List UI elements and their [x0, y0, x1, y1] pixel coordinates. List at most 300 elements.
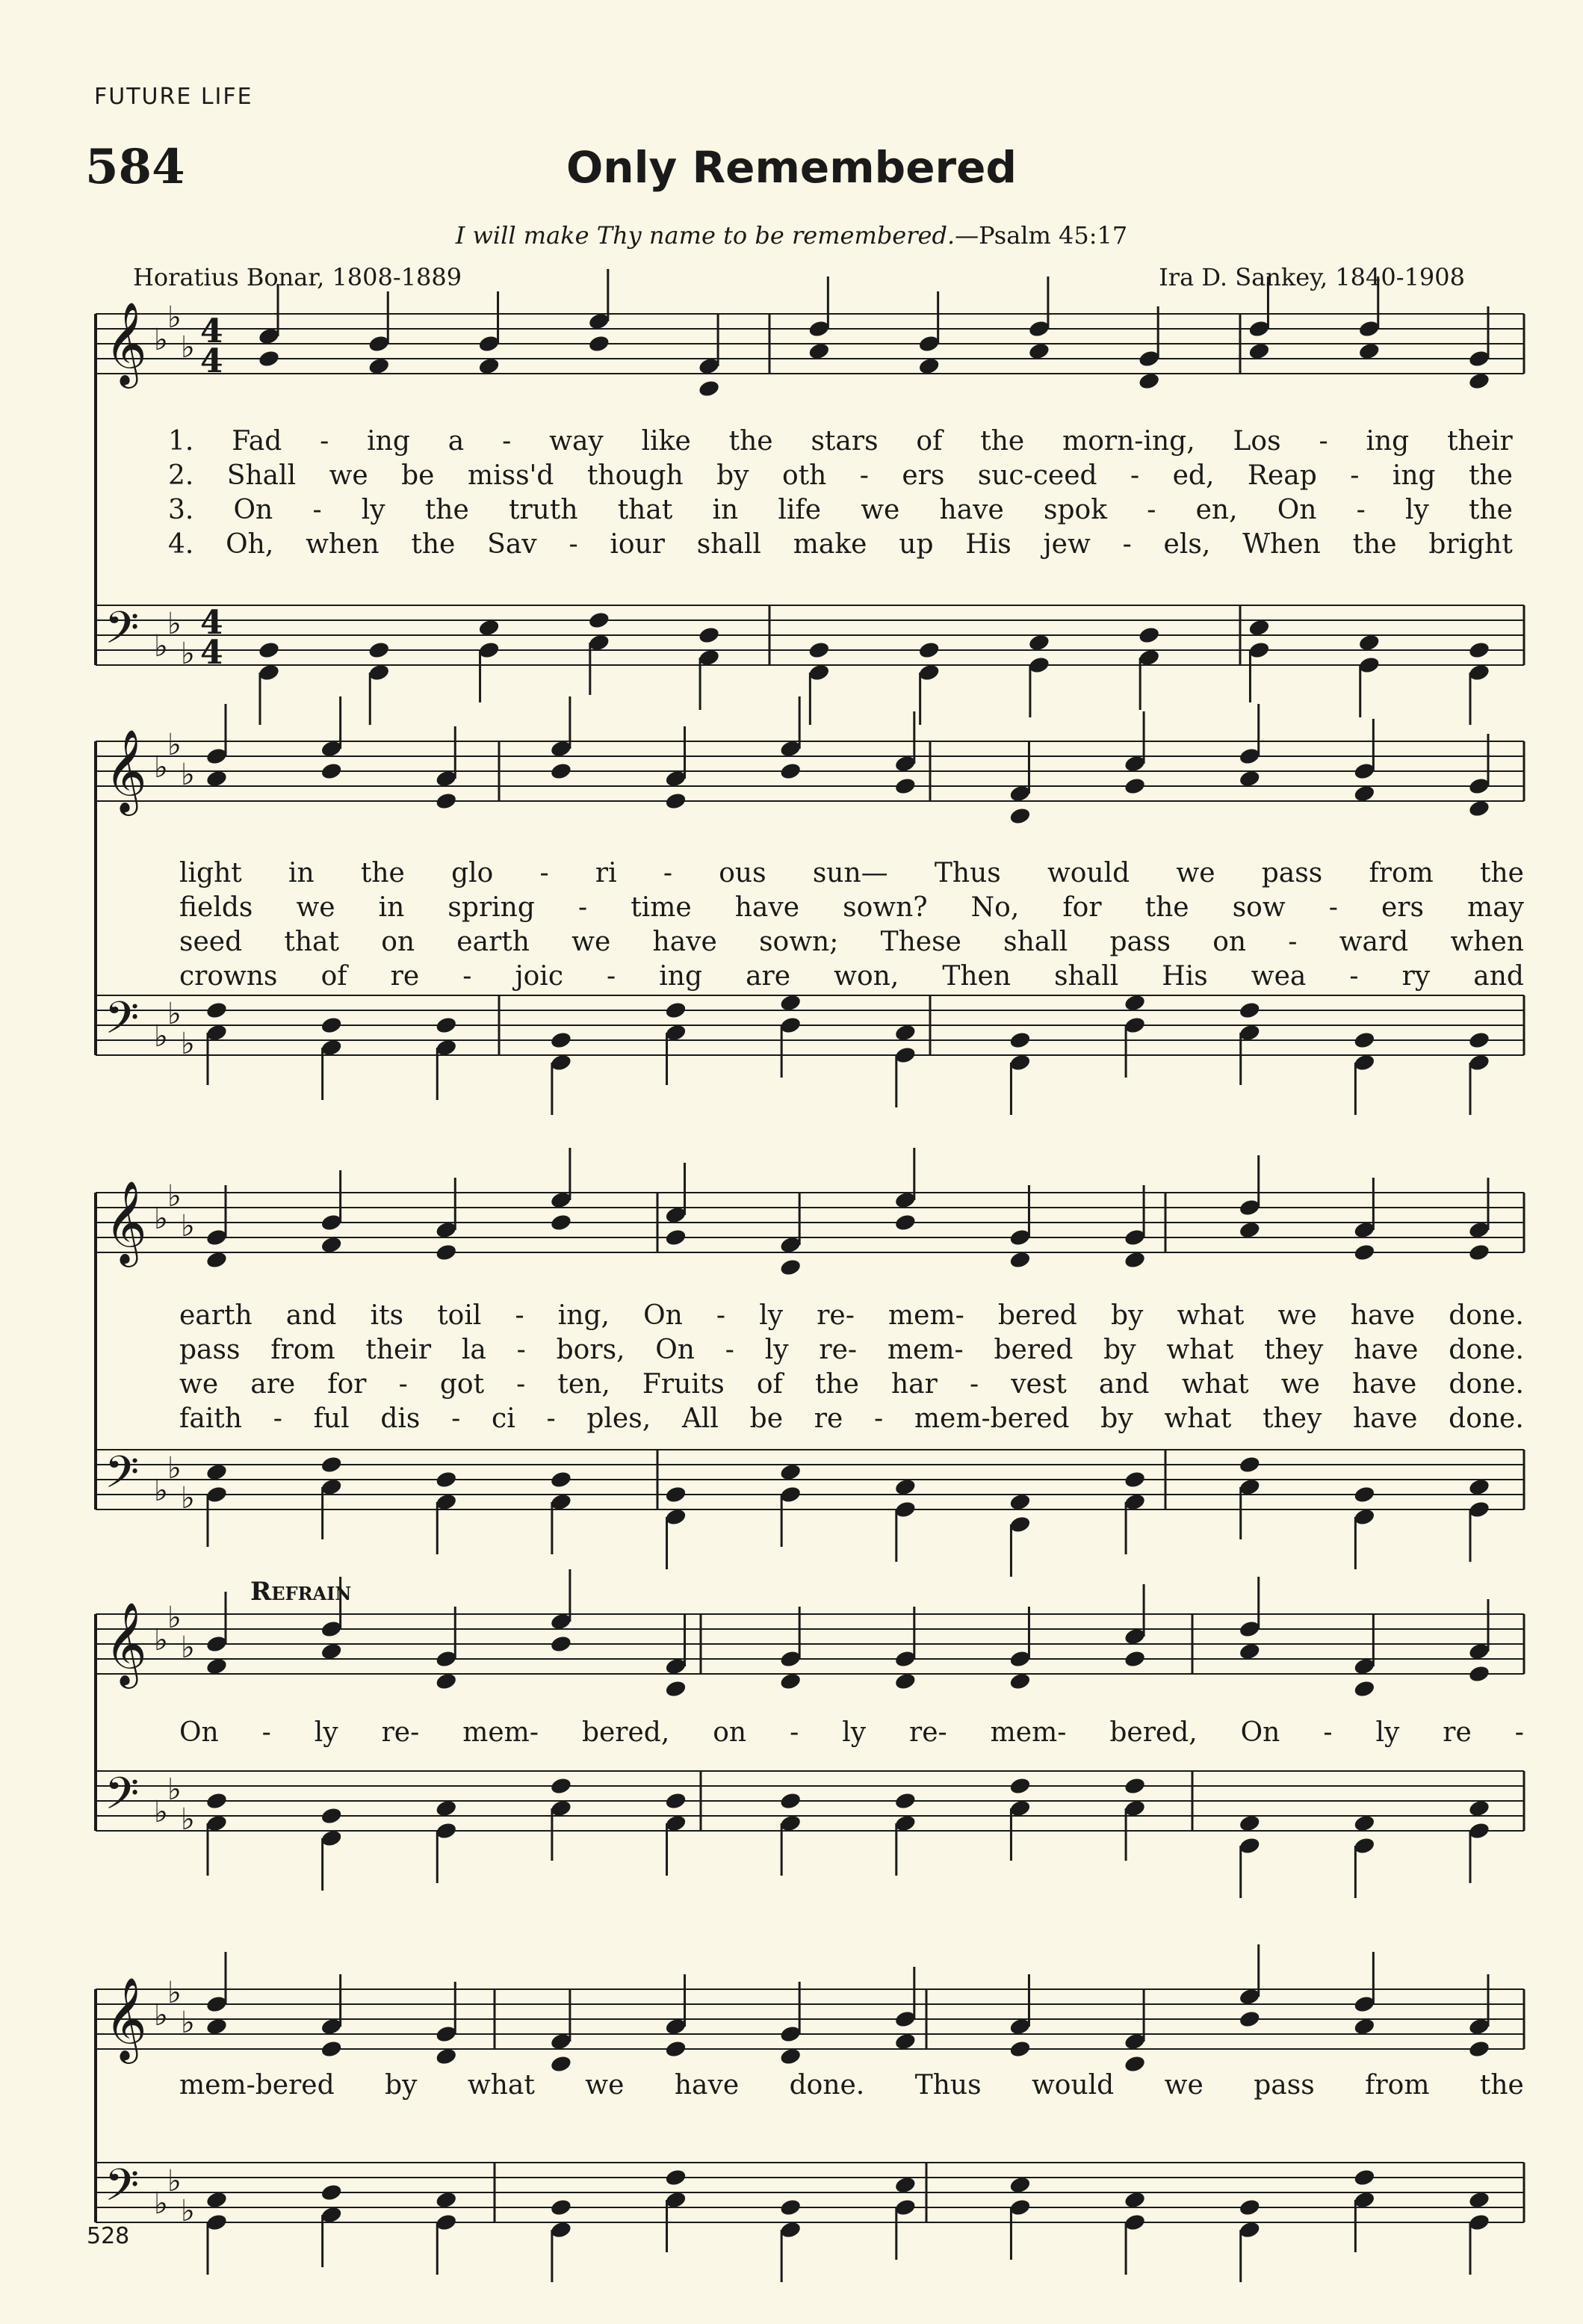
lyric-syllable: by	[385, 2070, 418, 2101]
treble-clef: 𝄞	[105, 729, 147, 812]
lyric-syllable: stars	[811, 426, 879, 457]
lyric-syllable: bors,	[556, 1335, 625, 1365]
lyric-syllable: suc-ceed	[977, 460, 1097, 491]
lyric-line	[168, 529, 1513, 560]
lyric-syllable: we	[179, 1369, 219, 1400]
lyric-syllable: -	[502, 426, 512, 457]
lyric-syllable: morn-ing,	[1062, 426, 1195, 457]
lyric-syllable: and	[1473, 961, 1524, 992]
note-head	[779, 1258, 802, 1277]
flat-sign: ♭	[167, 1179, 182, 1214]
lyric-syllable: re-	[381, 1717, 420, 1748]
note-head	[664, 1485, 687, 1504]
lyric-syllable: Oh,	[226, 529, 274, 560]
flat-sign: ♭	[154, 1998, 168, 2033]
lyric-syllable: -	[1328, 892, 1338, 923]
lyric-syllable: ing	[1366, 426, 1410, 457]
lyric-syllable: they	[1264, 1335, 1324, 1365]
lyric-syllable: -	[261, 1717, 271, 1748]
note-head	[205, 1791, 229, 1811]
lyric-syllable: Fad	[232, 426, 282, 457]
lyric-syllable: may	[1467, 892, 1524, 923]
lyric-syllable: we	[1176, 858, 1215, 889]
lyric-syllable: be	[749, 1403, 784, 1434]
lyric-syllable: ers	[902, 460, 945, 491]
note-head	[320, 2039, 343, 2059]
flat-sign: ♭	[154, 323, 168, 357]
note-head	[1124, 776, 1147, 796]
lyric-syllable: Thus	[914, 2070, 982, 2101]
lyric-syllable: shall	[696, 529, 761, 560]
lyric-syllable: pass	[179, 1335, 241, 1365]
lyric-line	[168, 460, 1513, 491]
section-heading: FUTURE LIFE	[94, 84, 253, 110]
flat-sign: ♭	[154, 1202, 168, 1236]
lyric-syllable: like	[641, 426, 691, 457]
lyric-syllable: make	[793, 529, 867, 560]
lyric-syllable: would	[1047, 858, 1130, 889]
lyric-syllable: ly	[842, 1717, 867, 1748]
lyric-syllable: spok	[1044, 495, 1108, 525]
lyric-syllable: No,	[970, 892, 1020, 923]
lyric-syllable: done.	[1449, 1403, 1524, 1434]
lyric-syllable: pass	[1109, 927, 1171, 957]
lyric-syllable: ful	[313, 1403, 350, 1434]
lyric-syllable: when	[1450, 927, 1524, 957]
note-head	[1238, 2009, 1261, 2029]
page-number: 528	[87, 2223, 130, 2249]
lyric-line	[179, 1403, 1524, 1434]
lyric-syllable: are	[250, 1369, 296, 1400]
note-head	[550, 1213, 573, 1232]
note-head	[1468, 1030, 1491, 1050]
lyric-syllable: His	[965, 529, 1012, 560]
hymn-number: 584	[85, 139, 185, 195]
note-head	[1238, 1455, 1261, 1474]
flat-sign: ♭	[181, 637, 195, 671]
time-signature: 4	[200, 634, 223, 672]
lyric-syllable: ing,	[557, 1300, 610, 1331]
note-head	[779, 2198, 802, 2217]
bass-clef: 𝄢	[105, 992, 140, 1054]
note-head	[1468, 640, 1491, 660]
flat-sign: ♭	[167, 728, 182, 762]
flat-sign: ♭	[154, 1019, 168, 1054]
lyric-syllable: ten,	[557, 1369, 610, 1400]
lyric-syllable: -	[546, 1403, 556, 1434]
flat-sign: ♭	[154, 1474, 168, 1508]
lyric-syllable: -	[1350, 460, 1360, 491]
note-head	[917, 640, 941, 660]
lyric-syllable: wea	[1251, 961, 1307, 992]
lyric-syllable: its	[370, 1300, 404, 1331]
lyric-syllable: that	[617, 495, 673, 525]
lyric-syllable: have	[652, 927, 717, 957]
lyric-syllable: seed	[179, 927, 243, 957]
lyric-syllable: mem-bered	[914, 1403, 1070, 1434]
flat-sign: ♭	[154, 1623, 168, 1657]
note-head	[368, 640, 391, 660]
lyric-syllable: ing	[367, 426, 410, 457]
note-head	[435, 1470, 458, 1489]
lyric-syllable: in	[288, 858, 315, 889]
note-head	[1468, 1664, 1491, 1684]
lyric-syllable: dis	[380, 1403, 421, 1434]
lyric-syllable: -	[451, 1403, 461, 1434]
lyric-syllable: on	[713, 1717, 747, 1748]
lyric-syllable: On	[1240, 1717, 1280, 1748]
lyric-syllable: bered,	[1109, 1717, 1198, 1748]
lyric-syllable: of	[916, 426, 943, 457]
lyric-syllable: sown;	[759, 927, 839, 957]
note-head	[1009, 2039, 1032, 2059]
note-head	[664, 2039, 687, 2059]
lyric-syllable: have	[734, 892, 800, 923]
lyric-line	[179, 961, 1524, 992]
note-head	[320, 1455, 343, 1474]
note-head	[1238, 2198, 1261, 2217]
lyric-syllable: have	[1350, 1300, 1416, 1331]
lyric-line	[179, 2070, 1524, 2101]
lyric-syllable: on	[381, 927, 415, 957]
lyric-syllable: ing	[1392, 460, 1436, 491]
lyric-syllable: by	[716, 460, 749, 491]
lyric-syllable: done.	[1449, 1300, 1524, 1331]
epigraph-reference: —Psalm 45:17	[955, 221, 1128, 250]
lyric-syllable: done.	[1449, 1335, 1524, 1365]
lyric-syllable: the	[980, 426, 1025, 457]
lyric-syllable: in	[378, 892, 405, 923]
lyric-syllable: -	[716, 1300, 726, 1331]
lyric-syllable: fields	[179, 892, 253, 923]
lyric-syllable: Then	[942, 961, 1012, 992]
lyric-syllable: done.	[1449, 1369, 1524, 1400]
note-head	[550, 1030, 573, 1050]
lyric-syllable: up	[899, 529, 934, 560]
lyric-syllable: -	[1319, 426, 1328, 457]
lyric-syllable: oth	[781, 460, 827, 491]
lyric-syllable: On	[1277, 495, 1317, 525]
lyric-syllable: a	[447, 426, 465, 457]
lyric-line	[179, 1369, 1524, 1400]
note-head	[664, 1228, 687, 1247]
note-head	[894, 776, 917, 796]
lyric-syllable: These	[880, 927, 961, 957]
lyric-syllable: we	[1277, 1300, 1317, 1331]
lyric-syllable: On	[643, 1300, 683, 1331]
treble-clef: 𝄞	[105, 301, 147, 385]
lyric-syllable: la	[461, 1335, 486, 1365]
lyric-syllable: joic	[515, 961, 563, 992]
lyric-syllable: mem-	[990, 1717, 1067, 1748]
note-head	[664, 1001, 687, 1020]
lyric-syllable: ples,	[586, 1403, 651, 1434]
lyric-syllable: earth	[456, 927, 530, 957]
lyric-syllable: -	[1147, 495, 1156, 525]
flat-sign: ♭	[167, 1773, 182, 1807]
lyric-syllable: -	[516, 1369, 526, 1400]
lyric-syllable: -	[725, 1335, 734, 1365]
lyric-syllable: in	[712, 495, 739, 525]
bass-clef: 𝄢	[105, 2159, 140, 2222]
lyric-syllable: -	[462, 961, 472, 992]
lyric-syllable: ry	[1401, 961, 1431, 992]
lyric-syllable: shall	[1003, 927, 1068, 957]
flat-sign: ♭	[181, 1027, 195, 1061]
lyric-syllable: shall	[1054, 961, 1119, 992]
lyric-line	[179, 1335, 1524, 1365]
lyric-syllable: ly	[1404, 495, 1429, 525]
lyric-syllable: ous	[719, 858, 766, 889]
time-signature: 4	[200, 312, 223, 350]
lyric-syllable: ly	[764, 1335, 789, 1365]
lyric-syllable: -	[1514, 1717, 1524, 1748]
flat-sign: ♭	[167, 997, 182, 1031]
lyric-syllable: we	[1164, 2070, 1203, 2101]
lyric-syllable: har	[891, 1369, 938, 1400]
lyric-syllable: re-	[817, 1300, 855, 1331]
lyric-syllable: -	[320, 426, 329, 457]
lyric-syllable: have	[674, 2070, 740, 2101]
lyric-syllable: ing	[659, 961, 703, 992]
treble-clef: 𝄞	[105, 1601, 147, 1685]
lyric-syllable: mem-	[462, 1717, 539, 1748]
lyric-syllable: miss'd	[467, 460, 554, 491]
lyric-syllable: ri	[595, 858, 617, 889]
lyric-syllable: ward	[1339, 927, 1409, 957]
lyric-syllable: 4.	[168, 529, 194, 560]
lyric-syllable: -	[516, 1335, 526, 1365]
note-head	[698, 625, 721, 645]
flat-sign: ♭	[167, 1601, 182, 1635]
lyric-syllable: -	[1356, 495, 1366, 525]
lyric-syllable: glo	[451, 858, 494, 889]
lyric-syllable: the	[360, 858, 405, 889]
note-head	[435, 1016, 458, 1035]
note-head	[1353, 1243, 1376, 1262]
note-head	[664, 791, 687, 811]
lyric-syllable: we	[571, 927, 611, 957]
bass-clef: 𝄢	[105, 1767, 140, 1830]
flat-sign: ♭	[154, 2187, 168, 2221]
lyric-syllable: and	[1098, 1369, 1150, 1400]
lyric-syllable: On	[655, 1335, 695, 1365]
note-head	[1124, 1470, 1147, 1489]
note-head	[664, 1791, 687, 1811]
lyric-syllable: -	[398, 1369, 408, 1400]
lyric-syllable: crowns	[179, 961, 278, 992]
lyric-syllable: ed,	[1172, 460, 1215, 491]
lyric-syllable: -	[607, 961, 616, 992]
lyric-line	[179, 927, 1524, 957]
note-head	[550, 1776, 573, 1796]
lyric-syllable: we	[861, 495, 900, 525]
lyric-syllable: -	[1349, 961, 1359, 992]
lyric-syllable: life	[778, 495, 822, 525]
lyric-syllable: of	[320, 961, 347, 992]
note-head	[205, 1001, 229, 1020]
flat-sign: ♭	[154, 1795, 168, 1829]
lyric-syllable: Fruits	[642, 1369, 725, 1400]
lyric-syllable: ers	[1381, 892, 1424, 923]
lyric-syllable: On	[179, 1717, 219, 1748]
lyric-syllable: -	[859, 460, 869, 491]
note-head	[1124, 1776, 1147, 1796]
lyric-syllable: On	[233, 495, 273, 525]
lyric-syllable: for	[1062, 892, 1102, 923]
flat-sign: ♭	[181, 330, 195, 365]
lyric-syllable: from	[270, 1335, 335, 1365]
lyric-syllable: faith	[179, 1403, 242, 1434]
flat-sign: ♭	[167, 1976, 182, 2010]
lyric-syllable: ly	[759, 1300, 784, 1331]
lyric-syllable: for	[327, 1369, 367, 1400]
lyric-syllable: that	[284, 927, 339, 957]
lyric-syllable: -	[790, 1717, 799, 1748]
lyric-syllable: got	[439, 1369, 485, 1400]
time-signature: 4	[200, 342, 223, 380]
lyric-syllable: spring	[447, 892, 535, 923]
lyric-syllable: -	[874, 1403, 884, 1434]
note-head	[320, 2183, 343, 2202]
note-head	[1124, 1649, 1147, 1669]
flat-sign: ♭	[181, 1481, 195, 1515]
lyric-syllable: the	[1469, 495, 1513, 525]
lyric-syllable: sow	[1232, 892, 1286, 923]
note-head	[1353, 1485, 1376, 1504]
note-head	[320, 1806, 343, 1826]
lyric-syllable: Sav	[487, 529, 537, 560]
lyric-syllable: have	[1351, 1369, 1417, 1400]
lyric-syllable: the	[1352, 529, 1397, 560]
flat-sign: ♭	[154, 750, 168, 785]
lyric-syllable: pass	[1254, 2070, 1315, 2101]
flat-sign: ♭	[181, 1209, 195, 1243]
lyric-syllable: won,	[834, 961, 899, 992]
note-head	[550, 2198, 573, 2217]
lyric-syllable: els,	[1163, 529, 1211, 560]
lyric-syllable: the	[1479, 2070, 1524, 2101]
lyric-syllable: would	[1031, 2070, 1115, 2101]
lyric-syllable: sown?	[843, 892, 928, 923]
note-head	[1138, 625, 1161, 645]
flat-sign: ♭	[181, 1802, 195, 1837]
note-head	[779, 761, 802, 781]
lyric-syllable: Los	[1233, 426, 1281, 457]
lyric-syllable: we	[1280, 1369, 1320, 1400]
note-head	[1353, 1030, 1376, 1050]
lyric-syllable: -	[515, 1300, 524, 1331]
lyric-syllable: of	[756, 1369, 783, 1400]
lyric-syllable: When	[1242, 529, 1321, 560]
bass-clef: 𝄢	[105, 602, 140, 664]
lyric-syllable: have	[939, 495, 1004, 525]
hymn-title: Only Remembered	[566, 142, 1017, 193]
lyric-syllable: pass	[1261, 858, 1323, 889]
lyric-syllable: we	[585, 2070, 625, 2101]
lyric-syllable: toil	[437, 1300, 482, 1331]
lyric-syllable: bright	[1428, 529, 1513, 560]
lyric-syllable: -	[663, 858, 673, 889]
note-head	[779, 1791, 802, 1811]
note-head	[1353, 1679, 1376, 1699]
flat-sign: ♭	[181, 758, 195, 792]
lyric-line	[179, 858, 1524, 889]
lyric-syllable: 3.	[168, 495, 194, 525]
lyric-syllable: we	[329, 460, 368, 491]
lyric-syllable: and	[285, 1300, 337, 1331]
lyric-syllable: Shall	[226, 460, 297, 491]
note-head	[258, 640, 281, 660]
flat-sign: ♭	[167, 2164, 182, 2198]
lyric-syllable: bered	[994, 1335, 1074, 1365]
flat-sign: ♭	[167, 607, 182, 641]
lyric-syllable: mem-bered	[179, 2070, 335, 2101]
lyric-syllable: their	[365, 1335, 432, 1365]
lyric-syllable: jew	[1043, 529, 1091, 560]
treble-clef: 𝄞	[105, 1180, 147, 1264]
lyric-line	[168, 426, 1513, 457]
lyric-syllable: are	[746, 961, 791, 992]
composer-credit: Ira D. Sankey, 1840-1908	[1159, 263, 1465, 291]
lyric-syllable: re	[814, 1403, 843, 1434]
lyric-syllable: truth	[509, 495, 578, 525]
lyric-syllable: done.	[789, 2070, 865, 2101]
lyric-syllable: ly	[361, 495, 385, 525]
lyric-syllable: -	[1130, 460, 1140, 491]
lyric-syllable: on	[1212, 927, 1247, 957]
flat-sign: ♭	[181, 2194, 195, 2228]
note-head	[258, 349, 281, 368]
note-head	[1009, 1030, 1032, 1050]
lyric-syllable: re	[390, 961, 420, 992]
lyric-syllable: light	[179, 858, 242, 889]
lyric-syllable: what	[1166, 1335, 1234, 1365]
lyric-syllable: way	[549, 426, 604, 457]
note-head	[1468, 2039, 1491, 2059]
lyric-syllable: re-	[819, 1335, 858, 1365]
note-head	[894, 1213, 917, 1232]
lyric-line	[179, 892, 1524, 923]
lyric-syllable: we	[296, 892, 335, 923]
lyric-syllable: 1.	[168, 426, 194, 457]
lyric-syllable: what	[1177, 1300, 1245, 1331]
lyric-syllable: Thus	[934, 858, 1001, 889]
lyric-syllable: earth	[179, 1300, 253, 1331]
note-head	[1009, 806, 1032, 826]
note-head	[1353, 2168, 1376, 2187]
lyric-syllable: the	[814, 1369, 859, 1400]
lyric-syllable: the	[424, 495, 469, 525]
lyric-syllable: be	[401, 460, 435, 491]
lyric-syllable: -	[577, 892, 588, 923]
note-head	[550, 761, 573, 781]
bass-clef: 𝄢	[105, 1446, 140, 1509]
note-head	[808, 640, 831, 660]
lyric-syllable: ly	[314, 1717, 338, 1748]
lyric-syllable: the	[1144, 892, 1189, 923]
lyric-syllable: by	[1103, 1335, 1136, 1365]
lyric-syllable: bered,	[581, 1717, 670, 1748]
note-head	[664, 2168, 687, 2187]
lyric-syllable: vest	[1011, 1369, 1067, 1400]
lyric-syllable: the	[1469, 460, 1513, 491]
note-head	[1009, 1776, 1032, 1796]
lyric-syllable: iour	[610, 529, 665, 560]
lyric-syllable: -	[273, 1403, 282, 1434]
flat-sign: ♭	[167, 1451, 182, 1486]
note-head	[550, 1634, 573, 1654]
